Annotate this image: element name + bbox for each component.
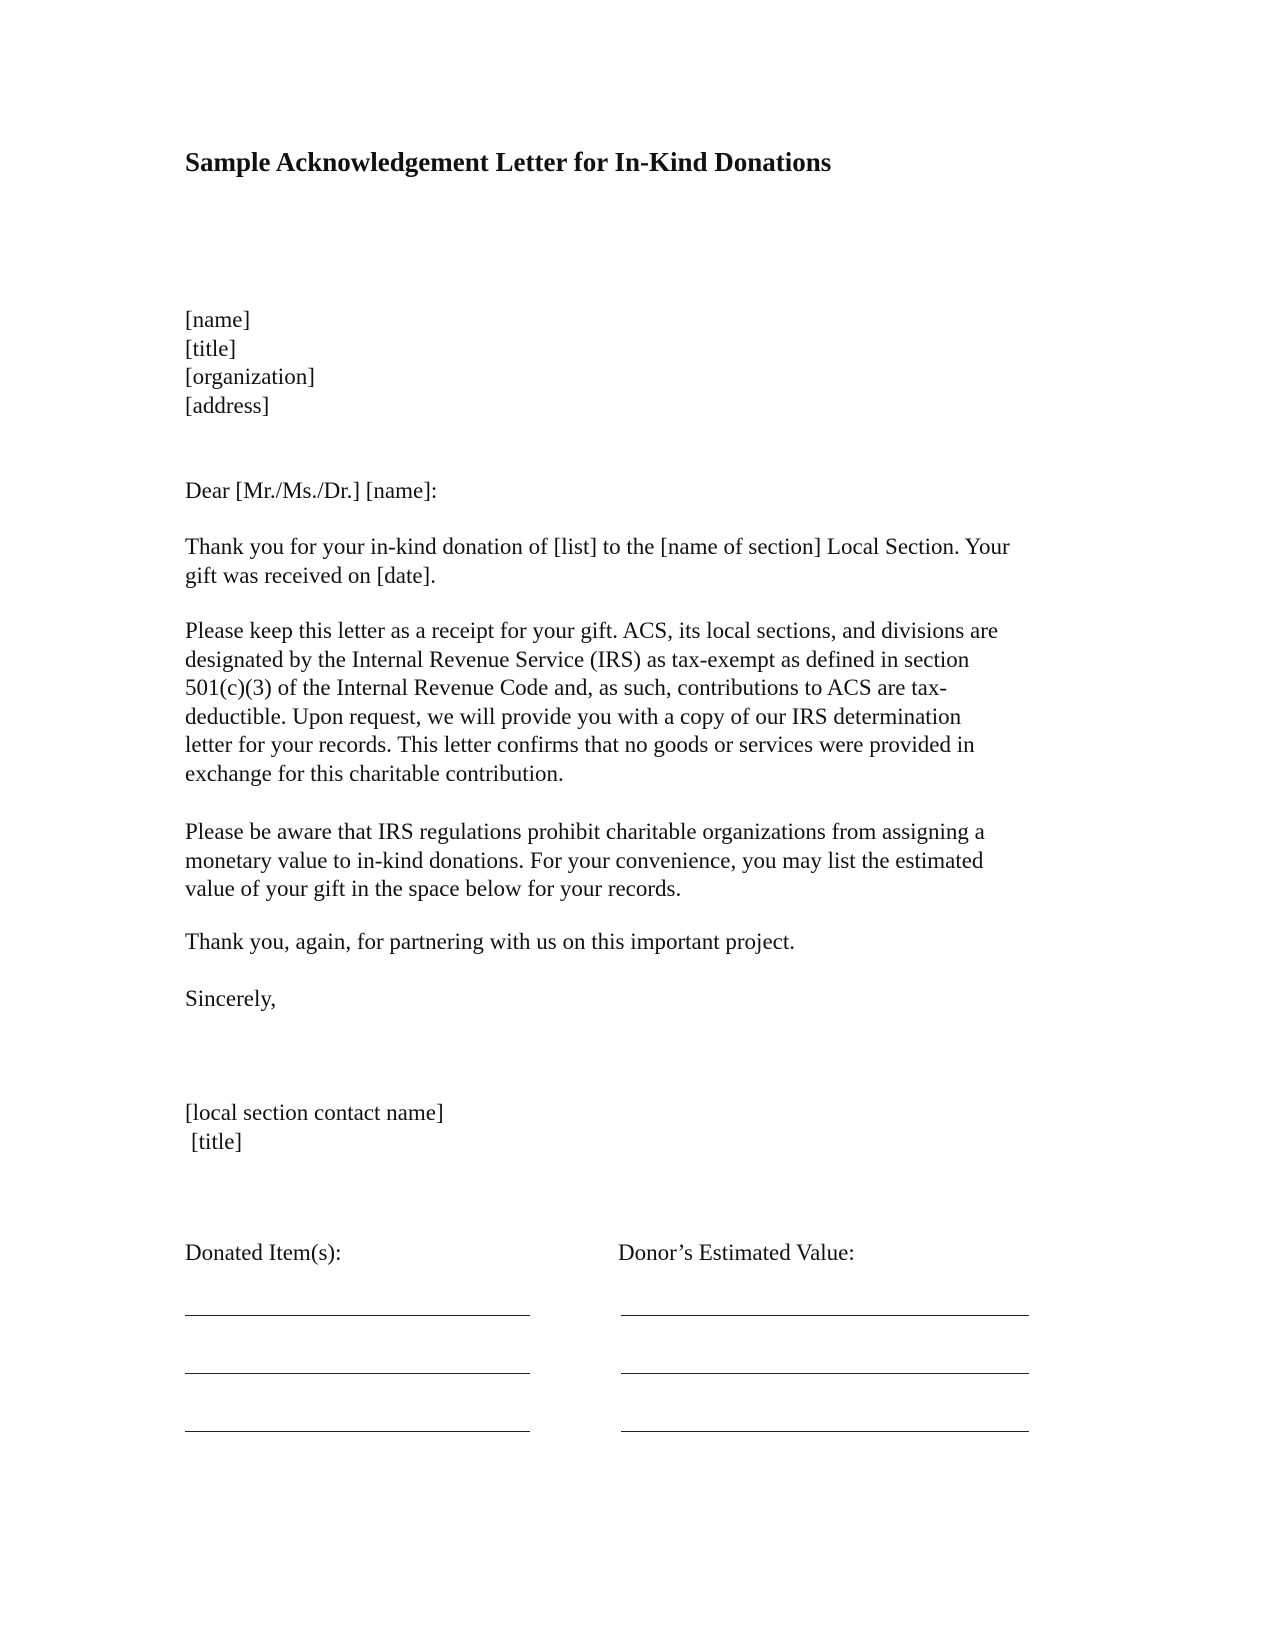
paragraph-line: exchange for this charitable contribution. <box>185 760 564 786</box>
recipient-title: [title] <box>185 335 237 361</box>
paragraph-line: Please be aware that IRS regulations prohibit charitable organizations from assigning a <box>185 819 985 844</box>
donated-item-blank-line <box>185 1373 530 1374</box>
paragraph-line: deductible. Upon request, we will provide you with a copy of our IRS determination <box>185 703 962 729</box>
paragraph-line: 501(c)(3) of the Internal Revenue Code and, as such, contributions to ACS are tax- <box>185 675 947 701</box>
paragraph-line: Thank you, again, for partnering with us on this important project. <box>185 929 796 954</box>
paragraph-line: gift was received on [date]. <box>185 562 436 588</box>
paragraph-line: monetary value to in-kind donations. For your convenience, you may list the estimated <box>185 847 984 873</box>
donated-item-blank-line <box>185 1315 530 1316</box>
recipient-name: [name] <box>185 307 251 332</box>
recipient-organization: [organization] <box>185 364 315 390</box>
salutation: Dear [Mr./Ms./Dr.] [name]: <box>185 478 438 503</box>
address-block <box>185 306 315 420</box>
estimated-value-blank-line <box>621 1431 1029 1432</box>
signature-block <box>185 1099 444 1156</box>
recipient-address: [address] <box>185 392 270 418</box>
paragraph-line: Please keep this letter as a receipt for your gift. ACS, its local sections, and divisions are <box>185 618 999 643</box>
estimated-value-blank-line <box>621 1373 1029 1374</box>
signer-title: [title] <box>191 1128 243 1154</box>
paragraph-receipt <box>185 617 998 789</box>
estimated-value-label: Donor’s Estimated Value: <box>618 1240 855 1265</box>
signer-name: [local section contact name] <box>185 1100 444 1125</box>
donated-item-blank-line <box>185 1431 530 1432</box>
closing: Sincerely, <box>185 986 277 1011</box>
paragraph-irs-notice <box>185 818 985 904</box>
paragraph-line: designated by the Internal Revenue Service (IRS) as tax-exempt as defined in section <box>185 646 970 672</box>
paragraph-line: Thank you for your in-kind donation of [list] to the [name of section] Local Section. Your <box>185 534 1010 559</box>
letter-title: Sample Acknowledgement Letter for In-Kind Donations <box>185 147 832 177</box>
paragraph-thanks-again <box>185 928 795 957</box>
estimated-value-blank-line <box>621 1315 1029 1316</box>
donated-items-label: Donated Item(s): <box>185 1240 342 1265</box>
paragraph-thank-you <box>185 533 1010 590</box>
paragraph-line: value of your gift in the space below for your records. <box>185 876 682 902</box>
paragraph-line: letter for your records. This letter confirms that no goods or services were provided in <box>185 732 975 758</box>
